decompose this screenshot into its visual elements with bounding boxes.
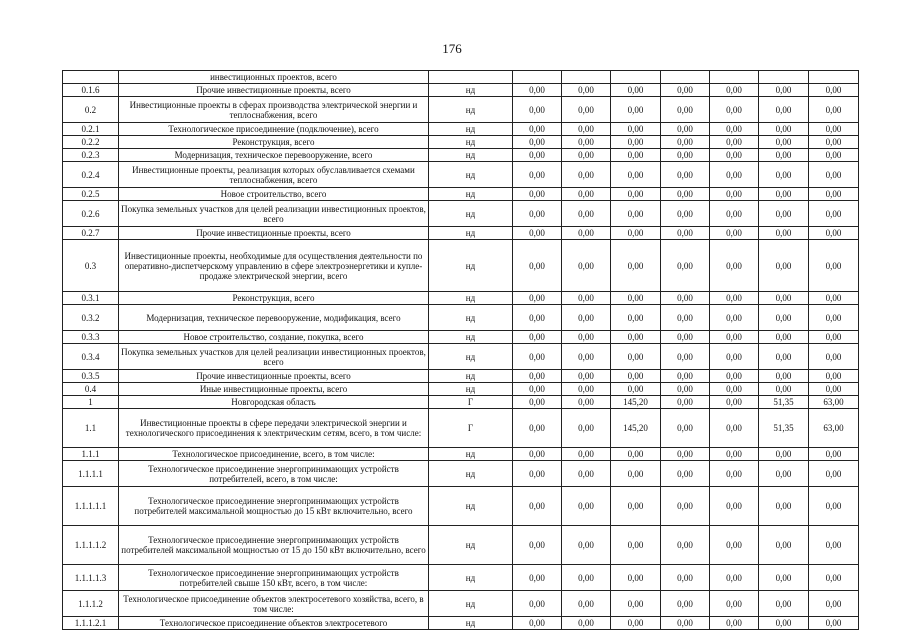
value-cell: 0,00: [710, 448, 759, 461]
value-cell: 0,00: [759, 448, 809, 461]
value-cell: 0,00: [611, 292, 661, 305]
value-cell: 0,00: [710, 201, 759, 227]
value-cell: 0,00: [562, 565, 611, 591]
table-row: [63, 227, 859, 240]
value-cell: 0,00: [710, 396, 759, 409]
row-name-cell: Новое строительство, создание, покупка, всего: [119, 331, 429, 344]
value-cell: 0,00: [611, 97, 661, 123]
value-cell: 0,00: [661, 123, 710, 136]
row-code-cell: 1.1.1.2.1: [63, 617, 119, 630]
value-cell: 0,00: [710, 565, 759, 591]
value-cell: 0,00: [661, 617, 710, 630]
value-cell: 0,00: [513, 305, 562, 331]
row-type-cell: нд: [429, 292, 513, 305]
value-cell: 0,00: [562, 305, 611, 331]
value-cell: 0,00: [759, 188, 809, 201]
value-cell: 0,00: [809, 136, 859, 149]
value-cell: 0,00: [809, 188, 859, 201]
value-cell: 0,00: [513, 331, 562, 344]
value-cell: 0,00: [809, 461, 859, 487]
value-cell: 0,00: [809, 344, 859, 370]
value-cell: 0,00: [513, 487, 562, 526]
row-type-cell: нд: [429, 331, 513, 344]
row-code-cell: [63, 71, 119, 84]
value-cell: 0,00: [661, 526, 710, 565]
value-cell: 0,00: [759, 123, 809, 136]
value-cell: 0,00: [809, 97, 859, 123]
value-cell: 0,00: [710, 370, 759, 383]
value-cell: 51,35: [759, 409, 809, 448]
value-cell: 0,00: [611, 305, 661, 331]
row-type-cell: нд: [429, 617, 513, 630]
value-cell: 0,00: [759, 487, 809, 526]
row-code-cell: 0.3.5: [63, 370, 119, 383]
row-code-cell: 0.2.5: [63, 188, 119, 201]
value-cell: 0,00: [759, 383, 809, 396]
row-type-cell: нд: [429, 188, 513, 201]
value-cell: 0,00: [611, 240, 661, 292]
row-code-cell: 1.1.1.1.1: [63, 487, 119, 526]
value-cell: 0,00: [661, 149, 710, 162]
value-cell: 0,00: [562, 84, 611, 97]
value-cell: 0,00: [562, 136, 611, 149]
table-row: [63, 201, 859, 227]
value-cell: 0,00: [710, 617, 759, 630]
row-type-cell: нд: [429, 162, 513, 188]
table-row: [63, 97, 859, 123]
value-cell: 0,00: [661, 188, 710, 201]
table-row: [63, 84, 859, 97]
value-cell: 0,00: [809, 526, 859, 565]
row-name-cell: Технологическое присоединение энергопринимающих устройств потребителей свыше 150 кВт, всего, в том числе:: [119, 565, 429, 591]
value-cell: 0,00: [513, 149, 562, 162]
row-code-cell: 1.1: [63, 409, 119, 448]
row-name-cell: Реконструкция, всего: [119, 136, 429, 149]
table-row: [63, 461, 859, 487]
value-cell: 0,00: [710, 188, 759, 201]
value-cell: 0,00: [611, 84, 661, 97]
value-cell: 0,00: [513, 201, 562, 227]
row-code-cell: 0.3.1: [63, 292, 119, 305]
row-code-cell: 0.3.4: [63, 344, 119, 370]
value-cell: [513, 71, 562, 84]
row-code-cell: 1.1.1.1.2: [63, 526, 119, 565]
value-cell: 0,00: [710, 97, 759, 123]
value-cell: 0,00: [759, 240, 809, 292]
row-type-cell: Г: [429, 409, 513, 448]
value-cell: 0,00: [611, 201, 661, 227]
row-name-cell: Иные инвестиционные проекты, всего: [119, 383, 429, 396]
value-cell: 0,00: [513, 84, 562, 97]
value-cell: 0,00: [759, 305, 809, 331]
value-cell: 0,00: [661, 448, 710, 461]
value-cell: 0,00: [759, 292, 809, 305]
value-cell: 0,00: [611, 149, 661, 162]
row-name-cell: Технологическое присоединение, всего, в том числе:: [119, 448, 429, 461]
table-row: [63, 370, 859, 383]
value-cell: 0,00: [513, 162, 562, 188]
value-cell: [759, 71, 809, 84]
row-code-cell: 0.3.3: [63, 331, 119, 344]
page-number: 176: [442, 41, 462, 56]
value-cell: 0,00: [513, 240, 562, 292]
row-name-cell: Покупка земельных участков для целей реализации инвестиционных проектов, всего: [119, 344, 429, 370]
value-cell: 0,00: [513, 383, 562, 396]
value-cell: 0,00: [661, 565, 710, 591]
value-cell: 0,00: [710, 409, 759, 448]
value-cell: 63,00: [809, 409, 859, 448]
value-cell: 0,00: [809, 149, 859, 162]
value-cell: 0,00: [710, 305, 759, 331]
value-cell: 0,00: [710, 123, 759, 136]
table-row: [63, 487, 859, 526]
value-cell: 0,00: [661, 136, 710, 149]
value-cell: 0,00: [809, 487, 859, 526]
value-cell: 0,00: [710, 227, 759, 240]
row-type-cell: нд: [429, 370, 513, 383]
row-name-cell: Модернизация, техническое перевооружение, модификация, всего: [119, 305, 429, 331]
value-cell: 0,00: [611, 487, 661, 526]
table-row: [63, 305, 859, 331]
value-cell: 0,00: [809, 240, 859, 292]
value-cell: 0,00: [661, 240, 710, 292]
value-cell: 0,00: [562, 383, 611, 396]
value-cell: 0,00: [759, 227, 809, 240]
row-type-cell: Г: [429, 396, 513, 409]
value-cell: 0,00: [562, 396, 611, 409]
value-cell: 0,00: [710, 292, 759, 305]
value-cell: 0,00: [710, 344, 759, 370]
value-cell: 0,00: [661, 461, 710, 487]
table-body: [63, 71, 859, 630]
value-cell: 0,00: [513, 448, 562, 461]
table-row: [63, 240, 859, 292]
value-cell: 0,00: [611, 227, 661, 240]
value-cell: 0,00: [710, 331, 759, 344]
value-cell: 0,00: [759, 370, 809, 383]
value-cell: 0,00: [661, 97, 710, 123]
value-cell: 0,00: [562, 487, 611, 526]
table-row: [63, 617, 859, 630]
row-name-cell: Новгородская область: [119, 396, 429, 409]
row-type-cell: нд: [429, 123, 513, 136]
value-cell: 145,20: [611, 396, 661, 409]
value-cell: 0,00: [661, 591, 710, 617]
table-row: [63, 71, 859, 84]
row-type-cell: нд: [429, 201, 513, 227]
table-row: [63, 396, 859, 409]
value-cell: 0,00: [562, 292, 611, 305]
value-cell: 0,00: [562, 370, 611, 383]
value-cell: [661, 71, 710, 84]
value-cell: 0,00: [809, 383, 859, 396]
row-code-cell: 0.2.7: [63, 227, 119, 240]
value-cell: 0,00: [562, 97, 611, 123]
value-cell: 0,00: [513, 136, 562, 149]
row-name-cell: Инвестиционные проекты, необходимые для осуществления деятельности по оперативно-диспетчерскому управлению в сфере электроэнергетики и купле-продаже электрической энергии, всего: [119, 240, 429, 292]
value-cell: 0,00: [611, 448, 661, 461]
value-cell: 0,00: [710, 487, 759, 526]
value-cell: 0,00: [809, 331, 859, 344]
value-cell: 0,00: [809, 292, 859, 305]
row-code-cell: 0.4: [63, 383, 119, 396]
row-type-cell: нд: [429, 383, 513, 396]
table-row: [63, 123, 859, 136]
row-name-cell: Прочие инвестиционные проекты, всего: [119, 370, 429, 383]
value-cell: 0,00: [661, 409, 710, 448]
row-name-cell: Инвестиционные проекты, реализация которых обуславливается схемами теплоснабжения, всего: [119, 162, 429, 188]
row-code-cell: 1.1.1.1.3: [63, 565, 119, 591]
row-type-cell: нд: [429, 487, 513, 526]
value-cell: 0,00: [661, 370, 710, 383]
value-cell: 0,00: [809, 591, 859, 617]
row-type-cell: нд: [429, 591, 513, 617]
table-row: [63, 526, 859, 565]
row-type-cell: нд: [429, 227, 513, 240]
value-cell: 0,00: [759, 149, 809, 162]
table-row: [63, 292, 859, 305]
value-cell: 0,00: [611, 344, 661, 370]
value-cell: 0,00: [562, 461, 611, 487]
row-type-cell: [429, 71, 513, 84]
value-cell: 0,00: [513, 409, 562, 448]
value-cell: 0,00: [611, 162, 661, 188]
row-name-cell: Новое строительство, всего: [119, 188, 429, 201]
value-cell: 0,00: [710, 240, 759, 292]
row-type-cell: нд: [429, 526, 513, 565]
value-cell: 0,00: [710, 162, 759, 188]
value-cell: 0,00: [759, 565, 809, 591]
value-cell: 0,00: [562, 526, 611, 565]
value-cell: 0,00: [759, 162, 809, 188]
value-cell: 0,00: [809, 162, 859, 188]
row-type-cell: нд: [429, 461, 513, 487]
row-code-cell: 1.1.1: [63, 448, 119, 461]
table-row: [63, 344, 859, 370]
value-cell: 0,00: [562, 240, 611, 292]
value-cell: 0,00: [661, 227, 710, 240]
value-cell: 0,00: [661, 162, 710, 188]
value-cell: 0,00: [661, 383, 710, 396]
row-code-cell: 1.1.1.1: [63, 461, 119, 487]
value-cell: 0,00: [513, 617, 562, 630]
value-cell: [710, 71, 759, 84]
value-cell: 0,00: [611, 461, 661, 487]
value-cell: [611, 71, 661, 84]
value-cell: 0,00: [562, 227, 611, 240]
value-cell: 0,00: [513, 123, 562, 136]
value-cell: 0,00: [562, 149, 611, 162]
value-cell: 0,00: [809, 617, 859, 630]
value-cell: 0,00: [710, 149, 759, 162]
value-cell: 0,00: [809, 123, 859, 136]
value-cell: [809, 71, 859, 84]
value-cell: 0,00: [513, 344, 562, 370]
investment-table: [62, 70, 859, 630]
row-code-cell: 0.2.3: [63, 149, 119, 162]
value-cell: 0,00: [759, 331, 809, 344]
table-row: [63, 136, 859, 149]
value-cell: 0,00: [611, 136, 661, 149]
value-cell: 0,00: [513, 591, 562, 617]
value-cell: 0,00: [513, 461, 562, 487]
row-type-cell: нд: [429, 97, 513, 123]
row-type-cell: нд: [429, 448, 513, 461]
value-cell: 0,00: [661, 201, 710, 227]
row-name-cell: Реконструкция, всего: [119, 292, 429, 305]
row-code-cell: 0.3.2: [63, 305, 119, 331]
table-row: [63, 188, 859, 201]
row-name-cell: Покупка земельных участков для целей реализации инвестиционных проектов, всего: [119, 201, 429, 227]
value-cell: 0,00: [611, 526, 661, 565]
value-cell: 0,00: [759, 617, 809, 630]
row-name-cell: Технологическое присоединение энергопринимающих устройств потребителей, всего, в том числе:: [119, 461, 429, 487]
row-name-cell: Технологическое присоединение (подключение), всего: [119, 123, 429, 136]
value-cell: 0,00: [759, 84, 809, 97]
row-type-cell: нд: [429, 240, 513, 292]
value-cell: 63,00: [809, 396, 859, 409]
value-cell: 0,00: [562, 201, 611, 227]
value-cell: 0,00: [710, 461, 759, 487]
value-cell: 0,00: [611, 591, 661, 617]
value-cell: 0,00: [710, 591, 759, 617]
value-cell: 0,00: [562, 344, 611, 370]
value-cell: 0,00: [759, 526, 809, 565]
value-cell: 0,00: [661, 84, 710, 97]
table-row: [63, 331, 859, 344]
value-cell: 51,35: [759, 396, 809, 409]
value-cell: 0,00: [562, 448, 611, 461]
value-cell: 0,00: [809, 84, 859, 97]
value-cell: 0,00: [710, 84, 759, 97]
value-cell: 0,00: [562, 617, 611, 630]
value-cell: [562, 71, 611, 84]
value-cell: 0,00: [611, 188, 661, 201]
row-type-cell: нд: [429, 149, 513, 162]
row-code-cell: 0.2.6: [63, 201, 119, 227]
value-cell: 0,00: [611, 383, 661, 396]
value-cell: 0,00: [759, 136, 809, 149]
value-cell: 0,00: [809, 227, 859, 240]
value-cell: 0,00: [710, 383, 759, 396]
value-cell: 0,00: [759, 201, 809, 227]
value-cell: 145,20: [611, 409, 661, 448]
value-cell: 0,00: [809, 565, 859, 591]
value-cell: 0,00: [562, 162, 611, 188]
value-cell: 0,00: [759, 461, 809, 487]
value-cell: 0,00: [759, 97, 809, 123]
value-cell: 0,00: [661, 396, 710, 409]
row-name-cell: Инвестиционные проекты в сферах производства электрической энергии и теплоснабжения, всего: [119, 97, 429, 123]
table-row: [63, 591, 859, 617]
value-cell: 0,00: [562, 591, 611, 617]
value-cell: 0,00: [513, 227, 562, 240]
row-type-cell: нд: [429, 136, 513, 149]
value-cell: 0,00: [710, 526, 759, 565]
value-cell: 0,00: [809, 305, 859, 331]
value-cell: 0,00: [513, 292, 562, 305]
value-cell: 0,00: [661, 331, 710, 344]
row-name-cell: Модернизация, техническое перевооружение, всего: [119, 149, 429, 162]
row-type-cell: нд: [429, 344, 513, 370]
table-row: [63, 383, 859, 396]
value-cell: 0,00: [809, 370, 859, 383]
value-cell: 0,00: [809, 201, 859, 227]
row-code-cell: 0.2: [63, 97, 119, 123]
value-cell: 0,00: [611, 617, 661, 630]
row-code-cell: 1.1.1.2: [63, 591, 119, 617]
table-row: [63, 448, 859, 461]
value-cell: 0,00: [611, 370, 661, 383]
value-cell: 0,00: [562, 331, 611, 344]
value-cell: 0,00: [661, 344, 710, 370]
row-code-cell: 0.2.1: [63, 123, 119, 136]
value-cell: 0,00: [562, 188, 611, 201]
value-cell: 0,00: [611, 565, 661, 591]
row-code-cell: 0.1.6: [63, 84, 119, 97]
value-cell: 0,00: [562, 409, 611, 448]
row-code-cell: 0.2.4: [63, 162, 119, 188]
row-name-cell: Технологическое присоединение энергопринимающих устройств потребителей максимальной мощностью от 15 до 150 кВт включительно, всего: [119, 526, 429, 565]
table-row: [63, 149, 859, 162]
value-cell: 0,00: [513, 188, 562, 201]
row-code-cell: 1: [63, 396, 119, 409]
row-code-cell: 0.3: [63, 240, 119, 292]
value-cell: 0,00: [513, 370, 562, 383]
value-cell: 0,00: [710, 136, 759, 149]
value-cell: 0,00: [562, 123, 611, 136]
value-cell: 0,00: [513, 526, 562, 565]
row-name-cell: Технологическое присоединение энергопринимающих устройств потребителей максимальной мощностью до 15 кВт включительно, всего: [119, 487, 429, 526]
row-name-cell: Прочие инвестиционные проекты, всего: [119, 84, 429, 97]
value-cell: 0,00: [661, 487, 710, 526]
row-name-cell: Технологическое присоединение объектов электросетевого: [119, 617, 429, 630]
row-name-cell: Прочие инвестиционные проекты, всего: [119, 227, 429, 240]
row-name-cell: Инвестиционные проекты в сфере передачи электрической энергии и технологического присоединения к электрическим сетям, всего, в том числе:: [119, 409, 429, 448]
table-row: [63, 162, 859, 188]
row-type-cell: нд: [429, 84, 513, 97]
row-name-cell: Технологическое присоединение объектов электросетевого хозяйства, всего, в том числе:: [119, 591, 429, 617]
value-cell: 0,00: [611, 123, 661, 136]
row-code-cell: 0.2.2: [63, 136, 119, 149]
value-cell: 0,00: [661, 305, 710, 331]
value-cell: 0,00: [759, 591, 809, 617]
value-cell: 0,00: [513, 565, 562, 591]
row-type-cell: нд: [429, 565, 513, 591]
value-cell: 0,00: [513, 396, 562, 409]
value-cell: 0,00: [611, 331, 661, 344]
value-cell: 0,00: [513, 97, 562, 123]
value-cell: 0,00: [809, 448, 859, 461]
table-row: [63, 565, 859, 591]
row-name-cell: инвестиционных проектов, всего: [119, 71, 429, 84]
row-type-cell: нд: [429, 305, 513, 331]
table-row: [63, 409, 859, 448]
value-cell: 0,00: [759, 344, 809, 370]
value-cell: 0,00: [661, 292, 710, 305]
